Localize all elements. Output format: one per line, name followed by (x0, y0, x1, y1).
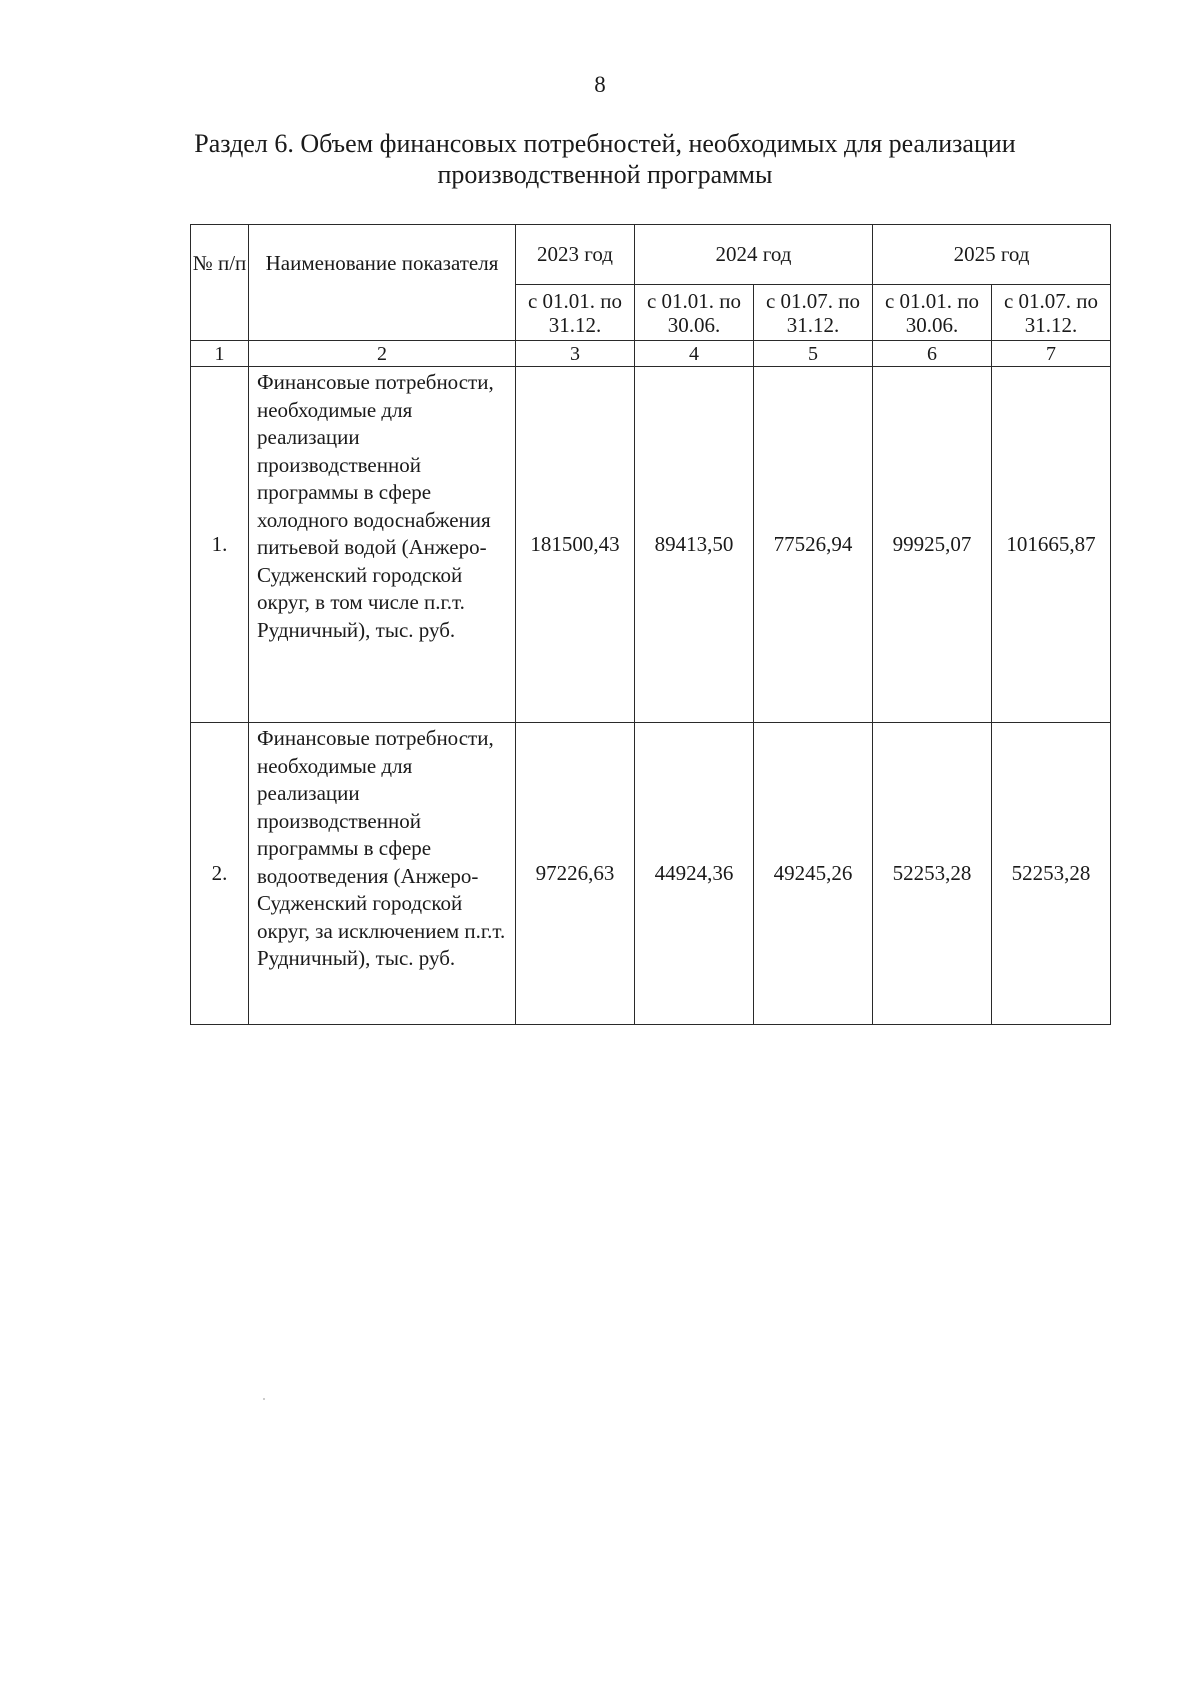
financial-needs-table (190, 224, 1111, 1025)
row-indicator-name: Финансовые потребности, необходимые для реализации производственной программы в сфере холодного водоснабжения питьевой водой (Анжеро-Судженский городской округ, в том числе п.г.т. Рудничный), тыс. руб. (249, 367, 516, 723)
page-number: 8 (594, 72, 606, 97)
header-period: с 01.01. по 31.12. (516, 285, 635, 341)
section-title (150, 128, 1060, 190)
header-row-indices (191, 341, 1111, 367)
header-num: № п/п (191, 225, 249, 341)
column-index: 5 (754, 341, 873, 367)
row-value: 49245,26 (754, 723, 873, 1025)
header-period: с 01.01. по 30.06. (873, 285, 992, 341)
header-year-2025: 2025 год (873, 225, 1111, 285)
table-row (191, 723, 1111, 1025)
header-name: Наименование показателя (249, 225, 516, 341)
row-value: 99925,07 (873, 367, 992, 723)
scan-speck (263, 1398, 265, 1400)
column-index: 7 (992, 341, 1111, 367)
row-value: 52253,28 (873, 723, 992, 1025)
header-year-2024: 2024 год (635, 225, 873, 285)
header-period: с 01.07. по 31.12. (992, 285, 1111, 341)
row-value: 97226,63 (516, 723, 635, 1025)
row-value: 77526,94 (754, 367, 873, 723)
header-period: с 01.01. по 30.06. (635, 285, 754, 341)
section-title-line-2: производственной программы (437, 160, 773, 189)
column-index: 4 (635, 341, 754, 367)
row-value: 89413,50 (635, 367, 754, 723)
row-value: 44924,36 (635, 723, 754, 1025)
section-title-line-1: Раздел 6. Объем финансовых потребностей, необходимых для реализации (194, 129, 1016, 158)
header-year-2023: 2023 год (516, 225, 635, 285)
table-row (191, 367, 1111, 723)
row-number: 2. (191, 723, 249, 1025)
row-value: 181500,43 (516, 367, 635, 723)
row-number: 1. (191, 367, 249, 723)
column-index: 3 (516, 341, 635, 367)
row-value: 101665,87 (992, 367, 1111, 723)
row-indicator-name: Финансовые потребности, необходимые для реализации производственной программы в сфере водоотведения (Анжеро-Судженский городской округ, за исключением п.г.т. Рудничный), тыс. руб. (249, 723, 516, 1025)
column-index: 6 (873, 341, 992, 367)
column-index: 1 (191, 341, 249, 367)
row-value: 52253,28 (992, 723, 1111, 1025)
column-index: 2 (249, 341, 516, 367)
header-period: с 01.07. по 31.12. (754, 285, 873, 341)
header-row-years (191, 225, 1111, 285)
